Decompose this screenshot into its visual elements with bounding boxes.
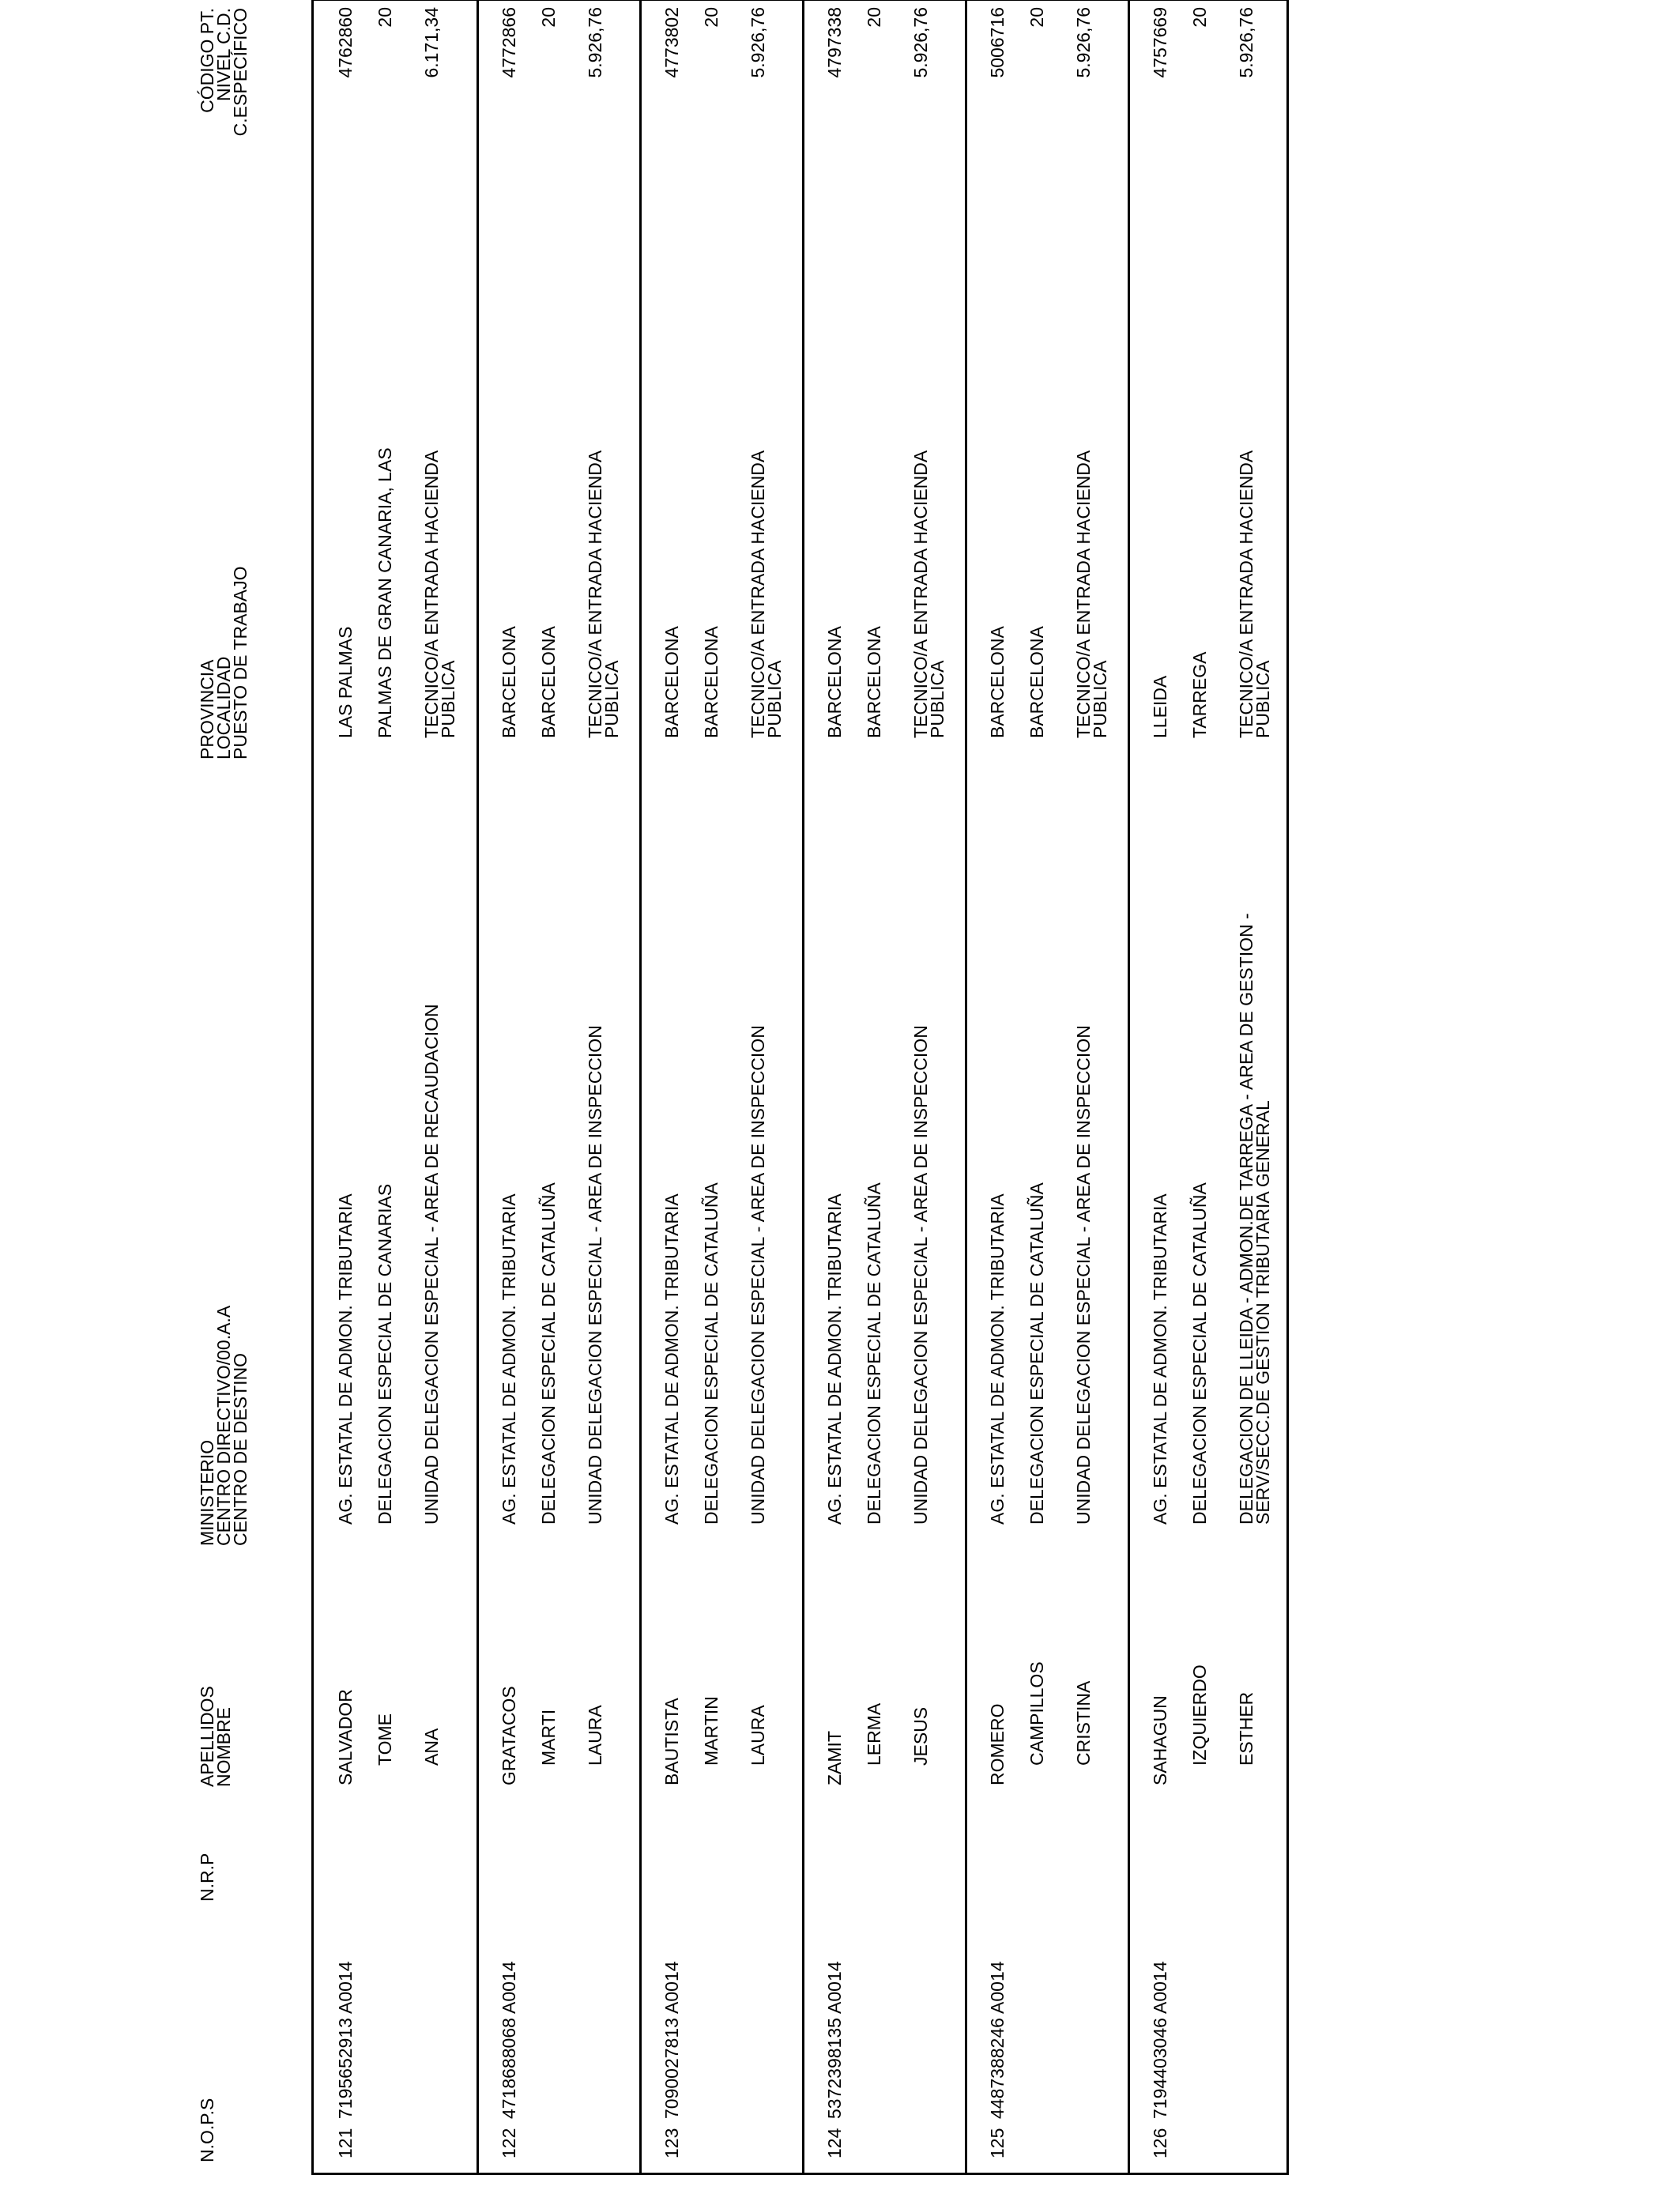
provincia-cell: BARCELONA — [661, 626, 682, 738]
header-centro-directivo-label: CENTRO DIRECTIVO/00.A.A — [213, 1305, 234, 1546]
apellido1-cell: ZAMIT — [824, 1731, 845, 1785]
nrp-cell: 5372398135 A0014 — [824, 1961, 845, 2119]
centro-destino-cell: DELEGACION DE LLEIDA - ADMON.DE TARREGA - AREA DE GESTION - — [1236, 913, 1256, 1525]
nops-cell: 126 — [1150, 2128, 1170, 2158]
records-table — [311, 0, 1289, 2175]
ministerio-cell: AG. ESTATAL DE ADMON. TRIBUTARIA — [1150, 1193, 1170, 1525]
nrp-cell: 4487388246 A0014 — [987, 1961, 1008, 2119]
header-especifico-label: C.ESPECÍFICO — [230, 8, 250, 137]
header-ministerio-label: MINISTERIO — [197, 1439, 217, 1546]
header-provincia-puesto — [199, 566, 249, 760]
nombre-cell: CRISTINA — [1073, 1680, 1094, 1766]
localidad-cell: TARREGA — [1189, 651, 1210, 738]
header-codigo-nivel-especifico — [199, 8, 249, 136]
codigo-cell: 4772866 — [499, 7, 519, 78]
centro-directivo-cell: DELEGACION ESPECIAL DE CATALUÑA — [538, 1182, 559, 1525]
centro-directivo-cell: DELEGACION ESPECIAL DE CANARIAS — [375, 1183, 395, 1525]
table-row — [639, 1, 801, 2173]
table-row — [802, 1, 964, 2173]
especifico-cell: 5.926,76 — [1073, 7, 1094, 78]
codigo-cell: 4797338 — [824, 7, 845, 78]
centro-directivo-cell: DELEGACION ESPECIAL DE CATALUÑA — [701, 1182, 721, 1525]
header-nrp — [199, 1853, 216, 1902]
apellido1-cell: GRATACOS — [499, 1686, 519, 1785]
especifico-cell: 5.926,76 — [1236, 7, 1256, 78]
puesto-cell-line2: PUBLICA — [601, 660, 622, 738]
header-nops — [199, 2098, 216, 2162]
nombre-cell: ANA — [421, 1728, 442, 1766]
nops-cell: 125 — [987, 2128, 1008, 2158]
apellido2-cell: CAMPILLOS — [1026, 1661, 1047, 1766]
header-localidad-label: LOCALIDAD — [213, 656, 234, 760]
table-row — [965, 1, 1127, 2173]
centro-destino-cell: UNIDAD DELEGACION ESPECIAL - AREA DE RECAUDACION — [421, 1004, 442, 1525]
puesto-cell-line2: PUBLICA — [438, 660, 458, 738]
ministerio-cell: AG. ESTATAL DE ADMON. TRIBUTARIA — [824, 1193, 845, 1525]
localidad-cell: BARCELONA — [701, 626, 721, 738]
especifico-cell: 5.926,76 — [748, 7, 768, 78]
codigo-cell: 4757669 — [1150, 7, 1170, 78]
nops-cell: 121 — [335, 2128, 356, 2158]
puesto-cell: TECNICO/A ENTRADA HACIENDA — [910, 450, 931, 738]
codigo-cell: 4773802 — [661, 7, 682, 78]
apellido1-cell: ROMERO — [987, 1703, 1008, 1785]
codigo-cell: 5006716 — [987, 7, 1008, 78]
apellido1-cell: SAHAGUN — [1150, 1695, 1170, 1785]
puesto-cell-line2: PUBLICA — [927, 660, 947, 738]
nrp-cell: 7195652913 A0014 — [335, 1961, 356, 2119]
header-nops-label: N.O.P.S — [197, 2098, 217, 2162]
apellido2-cell: MARTIN — [701, 1696, 721, 1766]
localidad-cell: PALMAS DE GRAN CANARIA, LAS — [375, 447, 395, 738]
provincia-cell: BARCELONA — [987, 626, 1008, 738]
nops-cell: 123 — [661, 2128, 682, 2158]
nivel-cell: 20 — [1026, 7, 1047, 28]
nivel-cell: 20 — [375, 7, 395, 28]
header-ministerio-centro — [199, 1306, 249, 1546]
header-nrp-label: N.R.P — [197, 1853, 217, 1902]
apellido1-cell: BAUTISTA — [661, 1698, 682, 1785]
provincia-cell: BARCELONA — [499, 626, 519, 738]
header-apellidos-label: APELLIDOS — [197, 1686, 217, 1787]
localidad-cell: BARCELONA — [1026, 626, 1047, 738]
nombre-cell: LAURA — [585, 1705, 605, 1766]
apellido1-cell: SALVADOR — [335, 1689, 356, 1785]
puesto-cell: TECNICO/A ENTRADA HACIENDA — [421, 450, 442, 738]
header-centro-destino-label: CENTRO DE DESTINO — [230, 1352, 250, 1546]
nrp-cell: 7090027813 A0014 — [661, 1961, 682, 2119]
ministerio-cell: AG. ESTATAL DE ADMON. TRIBUTARIA — [987, 1193, 1008, 1525]
localidad-cell: BARCELONA — [538, 626, 559, 738]
especifico-cell: 5.926,76 — [910, 7, 931, 78]
apellido2-cell: MARTI — [538, 1709, 559, 1766]
centro-destino-cell: UNIDAD DELEGACION ESPECIAL - AREA DE INSPECCION — [1073, 1025, 1094, 1525]
provincia-cell: LLEIDA — [1150, 675, 1170, 738]
header-apellidos-nombre — [199, 1686, 232, 1787]
especifico-cell: 5.926,76 — [585, 7, 605, 78]
nombre-cell: LAURA — [748, 1705, 768, 1766]
nivel-cell: 20 — [864, 7, 884, 28]
apellido2-cell: TOME — [375, 1713, 395, 1766]
especifico-cell: 6.171,34 — [421, 7, 442, 78]
apellido2-cell: LERMA — [864, 1702, 884, 1766]
ministerio-cell: AG. ESTATAL DE ADMON. TRIBUTARIA — [499, 1193, 519, 1525]
centro-destino-cell: UNIDAD DELEGACION ESPECIAL - AREA DE INSPECCION — [585, 1025, 605, 1525]
table-row — [314, 1, 476, 2173]
provincia-cell: LAS PALMAS — [335, 626, 356, 738]
nops-cell: 124 — [824, 2128, 845, 2158]
header-codigo-label: CÓDIGO PT. — [197, 8, 217, 113]
table-row — [1128, 1, 1286, 2173]
localidad-cell: BARCELONA — [864, 626, 884, 738]
centro-directivo-cell: DELEGACION ESPECIAL DE CATALUÑA — [1026, 1182, 1047, 1525]
nrp-cell: 4718688068 A0014 — [499, 1961, 519, 2119]
puesto-cell-line2: PUBLICA — [1252, 660, 1273, 738]
table-row — [477, 1, 638, 2173]
nivel-cell: 20 — [701, 7, 721, 28]
nrp-cell: 7194403046 A0014 — [1150, 1961, 1170, 2119]
nombre-cell: ESTHER — [1236, 1691, 1256, 1766]
centro-destino-cell: UNIDAD DELEGACION ESPECIAL - AREA DE INSPECCION — [748, 1025, 768, 1525]
puesto-cell-line2: PUBLICA — [1090, 660, 1110, 738]
puesto-cell: TECNICO/A ENTRADA HACIENDA — [1073, 450, 1094, 738]
puesto-cell: TECNICO/A ENTRADA HACIENDA — [1236, 450, 1256, 738]
nivel-cell: 20 — [538, 7, 559, 28]
centro-directivo-cell: DELEGACION ESPECIAL DE CATALUÑA — [864, 1182, 884, 1525]
header-provincia-label: PROVINCIA — [197, 659, 217, 760]
apellido2-cell: IZQUIERDO — [1189, 1664, 1210, 1766]
puesto-cell: TECNICO/A ENTRADA HACIENDA — [585, 450, 605, 738]
centro-destino-cell-line2: SERV/SECC.DE GESTION TRIBUTARIA GENERAL — [1252, 1100, 1273, 1525]
puesto-cell: TECNICO/A ENTRADA HACIENDA — [748, 450, 768, 738]
nombre-cell: JESUS — [910, 1706, 931, 1766]
codigo-cell: 4762860 — [335, 7, 356, 78]
ministerio-cell: AG. ESTATAL DE ADMON. TRIBUTARIA — [661, 1193, 682, 1525]
header-puesto-label: PUESTO DE TRABAJO — [230, 566, 250, 760]
puesto-cell-line2: PUBLICA — [764, 660, 785, 738]
centro-directivo-cell: DELEGACION ESPECIAL DE CATALUÑA — [1189, 1182, 1210, 1525]
ministerio-cell: AG. ESTATAL DE ADMON. TRIBUTARIA — [335, 1193, 356, 1525]
provincia-cell: BARCELONA — [824, 626, 845, 738]
header-nombre-label: NOMBRE — [213, 1707, 234, 1787]
centro-destino-cell: UNIDAD DELEGACION ESPECIAL - AREA DE INSPECCION — [910, 1025, 931, 1525]
header-nivel-label: NIVEL C.D. — [213, 8, 234, 102]
nops-cell: 122 — [499, 2128, 519, 2158]
nivel-cell: 20 — [1189, 7, 1210, 28]
